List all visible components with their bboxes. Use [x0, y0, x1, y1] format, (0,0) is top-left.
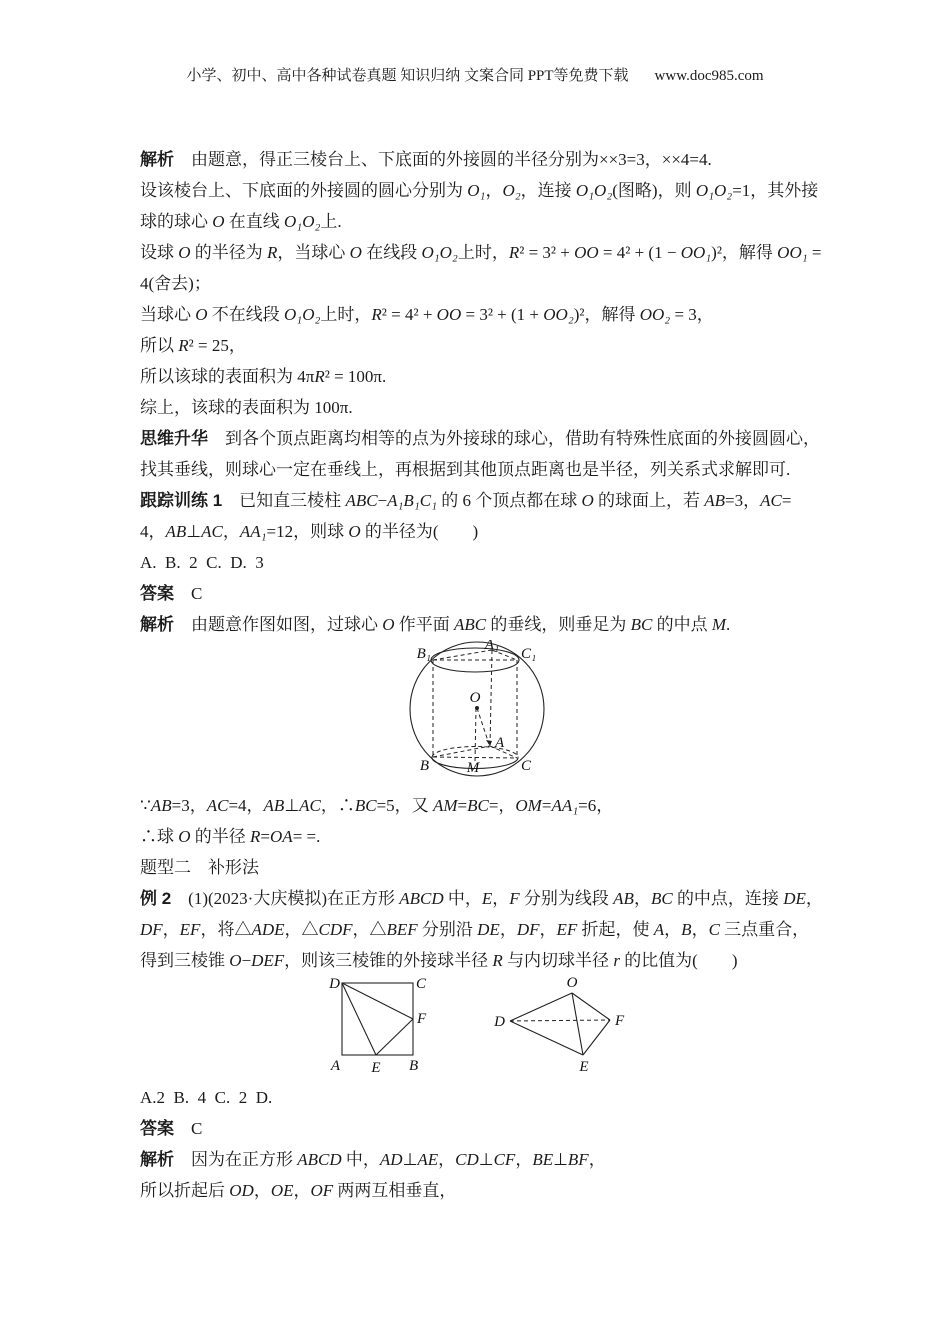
body-text: ∵	[140, 796, 151, 815]
math-text: AC	[201, 522, 223, 541]
body-text: ，	[253, 1181, 271, 1200]
text-line	[140, 206, 835, 237]
body-text: ，	[691, 920, 709, 939]
tetrahedron-figure	[493, 976, 625, 1075]
body-text: 折起，使	[577, 920, 654, 939]
math-text: AC	[299, 796, 321, 815]
text-line	[140, 1113, 835, 1144]
math-text: DF	[140, 920, 163, 939]
body-text: ，∴	[320, 796, 355, 815]
document-content	[140, 144, 835, 1206]
body-text: ，	[588, 1150, 606, 1169]
body-text: 的 6 个顶点都在球	[436, 491, 582, 510]
body-text: (1)(2023·大庆模拟)在正方形	[171, 889, 400, 908]
math-text: BC	[650, 889, 673, 908]
body-text: ² = 4² +	[381, 305, 437, 324]
text-line	[140, 237, 835, 268]
body-text: ² = 100π.	[324, 367, 387, 386]
math-text: ABC	[345, 491, 378, 510]
tetra-label-F: F	[615, 1013, 625, 1029]
body-text: 中，	[341, 1150, 380, 1169]
body-text: 两两互相垂直，	[333, 1181, 457, 1200]
tetra-label-O: O	[566, 976, 578, 991]
body-text: =3，	[725, 491, 761, 510]
body-text: = 3，	[670, 305, 714, 324]
body-text: 4，	[140, 522, 166, 541]
body-text: ⊥	[186, 522, 202, 541]
text-line	[140, 547, 835, 578]
body-text: ，	[539, 920, 557, 939]
body-text: ，	[222, 522, 240, 541]
math-text: CF	[493, 1150, 516, 1169]
body-text: 上时，	[320, 305, 372, 324]
math-text: OO₂	[543, 305, 574, 324]
math-text: O	[178, 827, 191, 846]
math-text: AC	[760, 491, 782, 510]
body-text: =	[807, 243, 822, 262]
math-text: BEF	[386, 920, 418, 939]
vertex-label-A: A	[495, 735, 505, 751]
math-text: AB	[613, 889, 634, 908]
body-text: 由题意作图如图，过球心	[174, 615, 383, 634]
text-line	[140, 392, 835, 423]
body-text: )²，解得	[573, 305, 640, 324]
edge-OD	[510, 993, 572, 1021]
math-text: OO₁	[777, 243, 808, 262]
text-line	[140, 1175, 835, 1206]
math-text: r	[613, 951, 620, 970]
math-text: O₁O₂	[284, 212, 321, 231]
header-url: www.doc985.com	[654, 68, 764, 84]
math-text: OD	[229, 1181, 254, 1200]
body-text: 设球	[140, 243, 179, 262]
body-text: 的中点，连接	[672, 889, 784, 908]
math-text: DE	[477, 920, 500, 939]
body-text: ，	[633, 889, 651, 908]
body-text: A. B. 2 C. D. 3	[140, 553, 264, 572]
math-text: DEF	[251, 951, 285, 970]
math-text: ABCD	[297, 1150, 342, 1169]
edge-DF-hidden	[510, 1020, 610, 1021]
math-text: AM	[432, 796, 458, 815]
body-text: 当球心	[140, 305, 196, 324]
text-line	[140, 516, 835, 547]
body-text: −	[241, 951, 252, 970]
body-text: 得到三棱锥	[140, 951, 230, 970]
bold-label: 解析	[140, 150, 174, 169]
body-text: ² = 3² +	[519, 243, 575, 262]
body-text: =	[457, 796, 468, 815]
bold-label: 解析	[140, 1150, 174, 1169]
body-text: 分别为线段	[519, 889, 614, 908]
math-text: O	[382, 615, 395, 634]
math-text: O	[581, 491, 594, 510]
body-text: ，	[162, 920, 180, 939]
math-text: A₁B₁C₁	[387, 491, 437, 510]
body-text: ，	[515, 1150, 533, 1169]
math-text: M	[711, 615, 727, 634]
square-label-F: F	[417, 1011, 427, 1027]
math-text: OE	[270, 1181, 294, 1200]
math-text: OM	[515, 796, 542, 815]
square-label-E: E	[371, 1060, 381, 1076]
text-line	[140, 578, 835, 609]
math-text: AB	[165, 522, 187, 541]
math-text: O	[212, 212, 225, 231]
text-line	[140, 821, 835, 852]
fold-figures-block	[140, 976, 835, 1082]
body-text: ⊥	[478, 1150, 494, 1169]
math-text: OO₁	[680, 243, 712, 262]
body-text: ，当球心	[277, 243, 350, 262]
edge-OF	[572, 993, 610, 1020]
text-line	[140, 454, 835, 485]
square-figure	[328, 976, 427, 1076]
text-line	[140, 883, 835, 914]
math-text: BC	[630, 615, 653, 634]
math-text: ADE	[251, 920, 285, 939]
math-text: O	[349, 243, 362, 262]
body-text: =4，	[228, 796, 264, 815]
body-text: ，连接	[520, 181, 576, 200]
math-text: A	[653, 920, 665, 939]
math-text: O₁O₂	[695, 181, 733, 200]
body-text: (图略)，则	[612, 181, 696, 200]
text-line	[140, 852, 835, 883]
math-text: AB	[704, 491, 726, 510]
math-text: O	[348, 522, 361, 541]
vertex-label-A1: A₁	[484, 640, 500, 653]
body-text: = =.	[292, 827, 321, 846]
body-text: C	[174, 1119, 203, 1138]
math-text: AC	[206, 796, 229, 815]
math-text: AE	[417, 1150, 439, 1169]
math-text: EF	[179, 920, 201, 939]
math-text: B	[681, 920, 692, 939]
body-text: .	[726, 615, 731, 634]
body-text: =3，	[171, 796, 207, 815]
math-text: CDF	[318, 920, 353, 939]
body-text: 的半径	[190, 827, 251, 846]
math-text: ABCD	[399, 889, 444, 908]
body-text: 的半径为	[190, 243, 268, 262]
body-text: =，	[488, 796, 516, 815]
body-text: 上时，	[457, 243, 509, 262]
body-text: ⊥	[553, 1150, 568, 1169]
math-text: C	[708, 920, 720, 939]
body-text: ⊥	[284, 796, 300, 815]
body-text: 由题意，得正三棱台上、下底面的外接圆的半径分别为××3=3，××4=4.	[174, 150, 712, 169]
body-text: 的比值为( )	[619, 951, 738, 970]
body-text: ∴球	[140, 827, 179, 846]
square-label-D: D	[329, 976, 340, 992]
body-text: 题型二 补形法	[140, 858, 259, 877]
body-text: ² = 25，	[188, 336, 246, 355]
math-text: E	[481, 889, 493, 908]
math-text: OO	[436, 305, 462, 324]
math-text: F	[509, 889, 520, 908]
tetra-label-D: D	[494, 1014, 505, 1030]
body-text: )²，解得	[711, 243, 778, 262]
body-text: ，	[805, 889, 823, 908]
body-text: 所以折起后	[140, 1181, 230, 1200]
math-text: BC	[354, 796, 377, 815]
vertex-label-B: B	[419, 758, 429, 774]
body-text: 所以	[140, 336, 179, 355]
body-text: 综上，该球的表面积为 100π.	[140, 398, 353, 417]
body-text: C	[174, 584, 203, 603]
body-text: =6，	[578, 796, 614, 815]
body-text: ，	[492, 889, 510, 908]
body-text: ，	[664, 920, 682, 939]
body-text: ，	[499, 920, 517, 939]
bold-label: 跟踪训练 1	[140, 491, 223, 510]
square-and-tetrahedron-figures	[325, 976, 635, 1082]
square-label-C: C	[416, 976, 427, 992]
body-text: 分别沿	[417, 920, 478, 939]
math-text: O	[178, 243, 191, 262]
body-text: 上.	[320, 212, 342, 231]
tetra-label-E: E	[579, 1059, 589, 1075]
math-text: R	[314, 367, 325, 386]
text-line	[140, 423, 835, 454]
bold-label: 思维升华	[140, 429, 208, 448]
body-text: ，将△	[200, 920, 252, 939]
math-text: OO	[574, 243, 599, 262]
vertex-label-C: C	[521, 758, 532, 774]
text-line	[140, 175, 835, 206]
body-text: 不在线段	[207, 305, 285, 324]
math-text: O	[195, 305, 208, 324]
header	[0, 64, 950, 85]
text-line	[140, 1144, 835, 1175]
center-label-O: O	[469, 690, 481, 706]
math-text: O₂	[502, 181, 521, 200]
body-text: =5，又	[376, 796, 433, 815]
math-text: BE	[532, 1150, 554, 1169]
math-text: BC	[467, 796, 489, 815]
bottom-edge-BA	[433, 746, 490, 757]
bold-label: 答案	[140, 584, 174, 603]
paragraph-group-2	[140, 790, 835, 976]
edge-DE	[510, 1021, 583, 1055]
vertex-label-C1: C₁	[521, 646, 537, 662]
text-line	[140, 1082, 835, 1113]
body-text: ，	[485, 181, 503, 200]
math-text: OA	[270, 827, 293, 846]
body-text: =12，则球	[266, 522, 349, 541]
square-outline	[342, 983, 413, 1055]
math-text: AD	[379, 1150, 403, 1169]
text-line	[140, 330, 835, 361]
edge-OE	[572, 993, 583, 1055]
math-text: DF	[516, 920, 540, 939]
body-text: =1，其外接	[732, 181, 819, 200]
body-text: A.2 B. 4 C. 2 D.	[140, 1088, 273, 1107]
math-text: O₁	[467, 181, 486, 200]
math-text: AB	[263, 796, 285, 815]
math-text: OF	[310, 1181, 334, 1200]
body-text: =	[781, 491, 792, 510]
text-line	[140, 790, 835, 821]
body-text: ，则该三棱锥的外接球半径	[284, 951, 493, 970]
math-text: R	[250, 827, 261, 846]
body-text: 4(舍去)；	[140, 274, 211, 293]
paragraph-group-1	[140, 144, 835, 640]
paragraph-group-3	[140, 1082, 835, 1206]
body-text: 中，	[443, 889, 482, 908]
edge-A1A	[490, 650, 492, 746]
body-text: = 4² + (1 −	[598, 243, 681, 262]
body-text: −	[377, 491, 388, 510]
body-text: 在线段	[361, 243, 422, 262]
body-text: 设该棱台上、下底面的外接圆的圆心分别为	[140, 181, 468, 200]
midpoint-label-M: M	[466, 760, 480, 776]
math-text: DE	[783, 889, 806, 908]
text-line	[140, 268, 835, 299]
sphere-prism-figure-block	[140, 640, 835, 790]
math-text: ABC	[454, 615, 487, 634]
math-text: R	[371, 305, 382, 324]
body-text: =	[260, 827, 271, 846]
text-line	[140, 144, 835, 175]
text-line	[140, 609, 835, 640]
body-text: 的垂线，则垂足为	[486, 615, 631, 634]
text-line	[140, 485, 835, 516]
vertex-label-B1: B₁	[416, 646, 431, 662]
edge-EF	[583, 1020, 610, 1055]
square-label-B: B	[409, 1058, 419, 1074]
body-text: 因为在正方形	[174, 1150, 298, 1169]
math-text: R	[267, 243, 278, 262]
bold-label: 例 2	[140, 889, 172, 908]
body-text: 与内切球半径	[502, 951, 614, 970]
math-text: CD	[455, 1150, 479, 1169]
math-text: O₁O₂	[421, 243, 458, 262]
math-text: AA₁	[551, 796, 579, 815]
math-text: O₁O₂	[284, 305, 321, 324]
segment-DE	[342, 983, 376, 1055]
math-text: EF	[556, 920, 578, 939]
body-text: 找其垂线，则球心一定在垂线上，再根据到其他顶点距离也是半径，列关系式求解即可.	[140, 460, 791, 479]
math-text: AA₁	[239, 522, 267, 541]
body-text: 作平面	[394, 615, 455, 634]
body-text: 在直线	[224, 212, 285, 231]
segment-EF	[376, 1019, 413, 1055]
header-text: 小学、初中、高中各种试卷真题 知识归纳 文案合同 PPT等免费下载	[186, 68, 629, 84]
math-text: R	[178, 336, 189, 355]
body-text: 所以该球的表面积为 4π	[140, 367, 315, 386]
math-text: O	[229, 951, 242, 970]
segment-OM	[475, 708, 476, 762]
segment-DF	[342, 983, 413, 1019]
segment-OA	[477, 708, 489, 744]
body-text: 的球面上，若	[593, 491, 705, 510]
body-text: 球的球心	[140, 212, 213, 231]
body-text: ，	[293, 1181, 311, 1200]
body-text: ，	[438, 1150, 456, 1169]
text-line	[140, 945, 835, 976]
math-text: AB	[150, 796, 172, 815]
body-text: 的半径为( )	[360, 522, 479, 541]
math-text: R	[492, 951, 503, 970]
text-line	[140, 299, 835, 330]
body-text: = 3² + (1 +	[461, 305, 544, 324]
body-text: ，△	[284, 920, 319, 939]
bold-label: 答案	[140, 1119, 174, 1138]
math-text: R	[508, 243, 520, 262]
body-text: 已知直三棱柱	[222, 491, 346, 510]
text-line	[140, 914, 835, 945]
sphere-figure	[395, 640, 565, 790]
body-text: 到各个顶点距离均相等的点为外接球的球心，借助有特殊性底面的外接圆圆心，	[208, 429, 820, 448]
text-line	[140, 361, 835, 392]
math-text: OO₂	[639, 305, 671, 324]
body-text: 的中点	[652, 615, 712, 634]
arrowhead-A	[486, 740, 492, 746]
square-label-A: A	[330, 1058, 340, 1074]
body-text: 三点重合，	[719, 920, 810, 939]
body-text: ⊥	[402, 1150, 418, 1169]
bold-label: 解析	[140, 615, 174, 634]
math-text: BF	[567, 1150, 589, 1169]
body-text: =	[541, 796, 552, 815]
body-text: ，△	[352, 920, 387, 939]
math-text: O₁O₂	[575, 181, 613, 200]
